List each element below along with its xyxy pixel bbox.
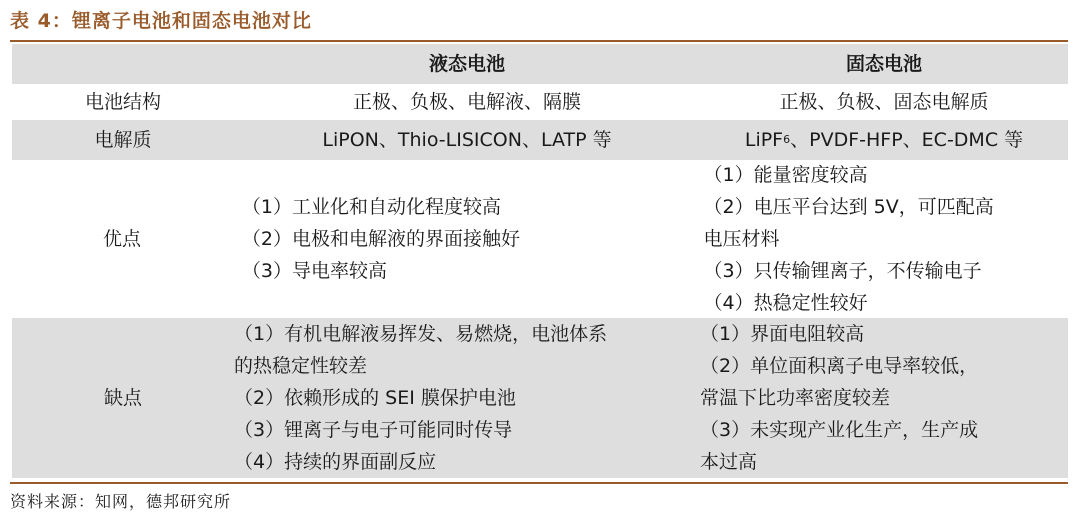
advantages-solid bbox=[703, 160, 1068, 318]
electrolyte-solid-pre: LiPF bbox=[744, 129, 784, 151]
title-divider bbox=[10, 40, 1068, 42]
disadvantages-solid bbox=[700, 318, 1068, 478]
electrolyte-solid-subscript: 6 bbox=[783, 133, 791, 146]
list-item: 的热稳定性较差 bbox=[234, 355, 368, 377]
electrolyte-liquid: LiPON、Thio-LISICON、LATP 等 bbox=[322, 129, 612, 151]
source-note: 资料来源：知网，德邦研究所 bbox=[10, 492, 232, 511]
structure-liquid: 正极、负极、电解液、隔膜 bbox=[352, 91, 581, 113]
list-item: （1）界面电阻较高 bbox=[700, 323, 865, 345]
header-liquid: 液态电池 bbox=[428, 53, 505, 75]
row-label-electrolyte: 电解质 bbox=[94, 129, 152, 151]
list-item: （2）电压平台达到 5V，可匹配高 bbox=[703, 196, 994, 218]
structure-solid: 正极、负极、固态电解质 bbox=[779, 91, 989, 113]
list-item: （1）有机电解液易挥发、易燃烧，电池体系 bbox=[234, 323, 608, 345]
table-row-advantages bbox=[12, 160, 1068, 318]
list-item: 常温下比功率密度较差 bbox=[700, 387, 891, 409]
list-item: （3）只传输锂离子，不传输电子 bbox=[703, 260, 982, 282]
table-title: 表 4：锂离子电池和固态电池对比 bbox=[10, 10, 312, 32]
list-item: （1）工业化和自动化程度较高 bbox=[241, 196, 501, 218]
table-header-row bbox=[12, 44, 1068, 84]
list-item: （2）单位面积离子电导率较低， bbox=[700, 355, 979, 377]
row-label-disadvantages: 缺点 bbox=[103, 387, 142, 409]
comparison-table bbox=[12, 44, 1068, 478]
table-row-disadvantages bbox=[12, 318, 1068, 478]
table-row-structure bbox=[12, 84, 1068, 120]
row-label-structure: 电池结构 bbox=[84, 91, 161, 113]
electrolyte-solid bbox=[700, 120, 1068, 160]
list-item: （2）电极和电解液的界面接触好 bbox=[241, 228, 520, 250]
list-item: （2）依赖形成的 SEI 膜保护电池 bbox=[234, 387, 516, 409]
disadvantages-liquid bbox=[234, 318, 700, 478]
list-item: （3）锂离子与电子可能同时传导 bbox=[234, 419, 513, 441]
list-item: 本过高 bbox=[700, 451, 758, 473]
header-solid: 固态电池 bbox=[845, 53, 922, 75]
list-item: （4）热稳定性较好 bbox=[703, 292, 868, 314]
list-item: （4）持续的界面副反应 bbox=[234, 451, 437, 473]
header-col1 bbox=[12, 44, 234, 84]
table-bottom-divider bbox=[10, 482, 1068, 484]
list-item: （3）未实现产业化生产，生产成 bbox=[700, 419, 979, 441]
list-item: （3）导电率较高 bbox=[241, 260, 387, 282]
list-item: （1）能量密度较高 bbox=[703, 164, 868, 186]
table-row-electrolyte bbox=[12, 120, 1068, 160]
advantages-liquid bbox=[232, 160, 704, 318]
list-item: 电压材料 bbox=[703, 228, 780, 250]
row-label-advantages: 优点 bbox=[102, 228, 141, 250]
electrolyte-solid-post: 、PVDF-HFP、EC-DMC 等 bbox=[790, 129, 1024, 151]
